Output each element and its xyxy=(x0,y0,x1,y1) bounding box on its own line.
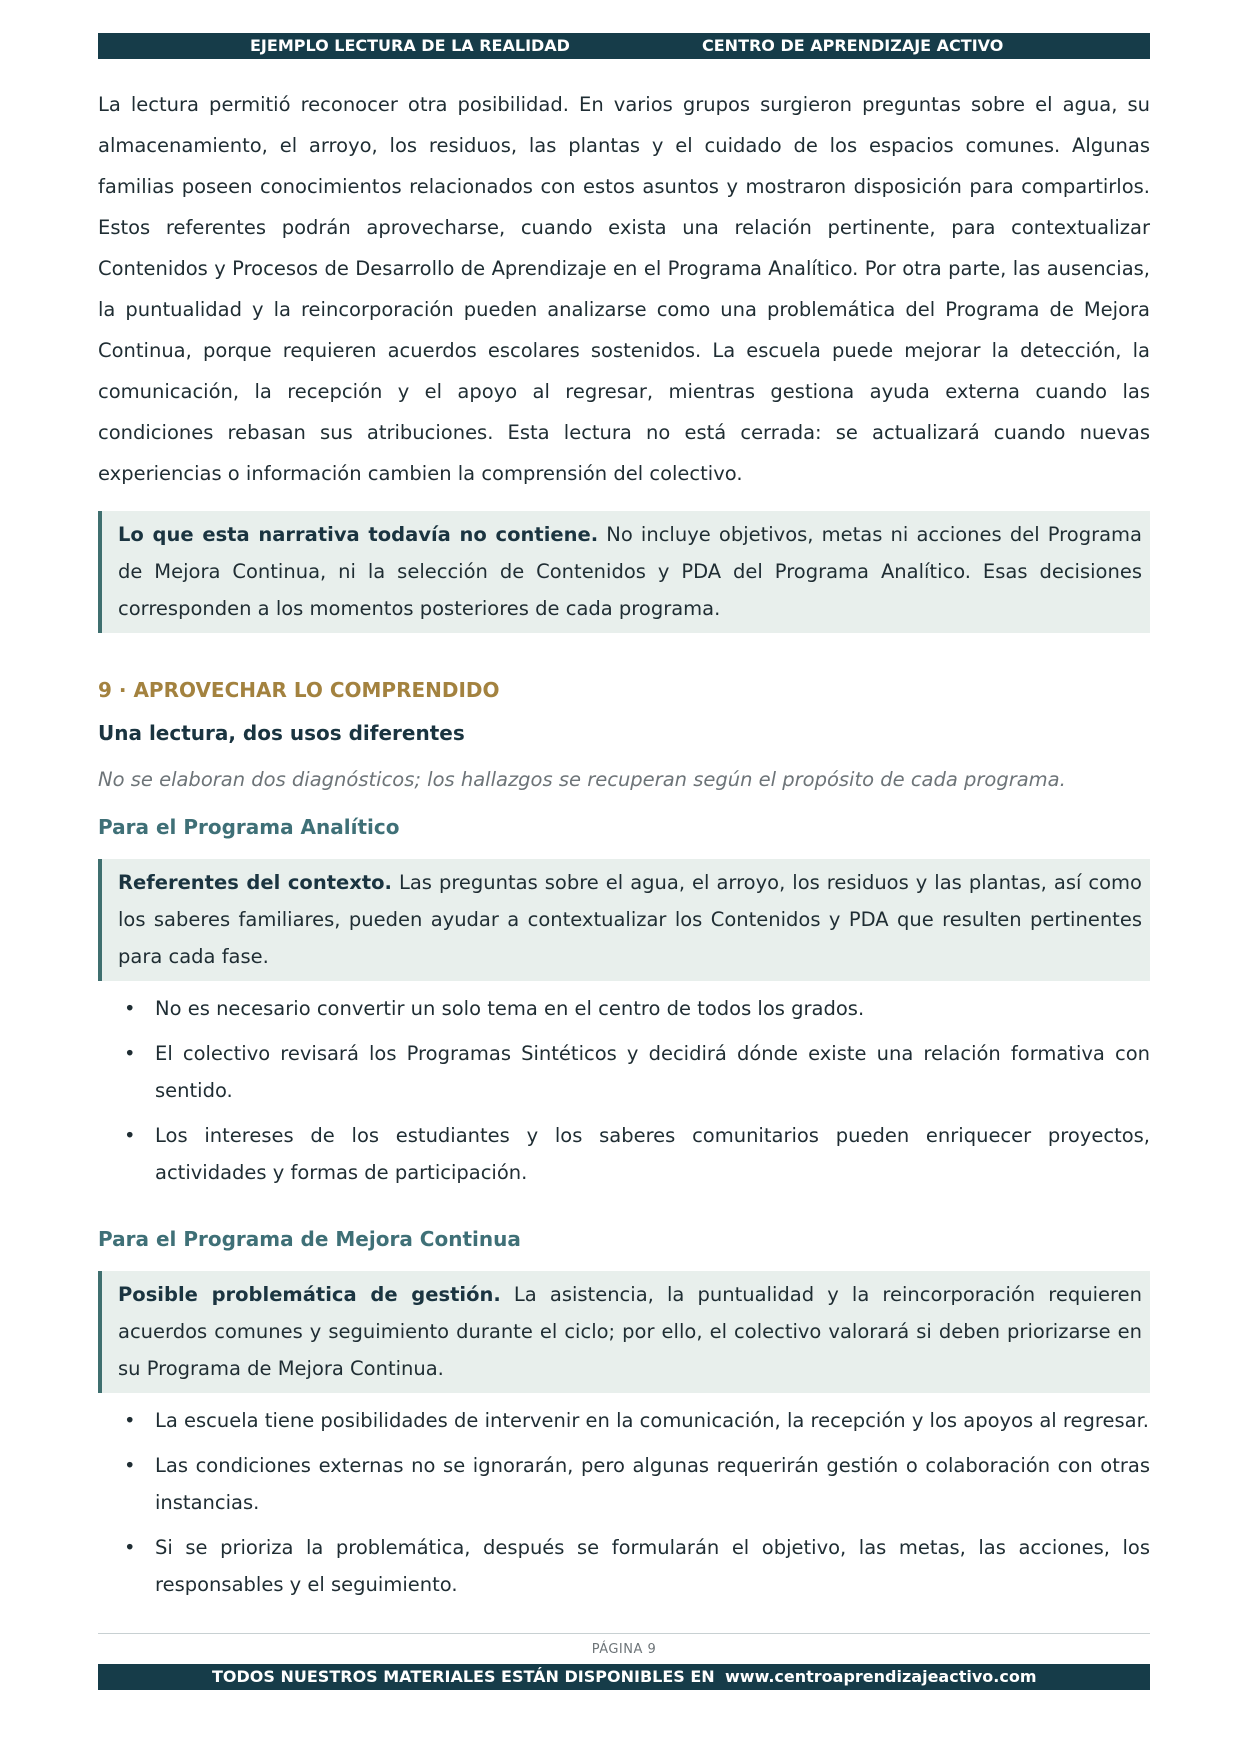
list-item-text: El colectivo revisará los Programas Sintéticos y decidirá dónde existe una relación formativa con sentido. xyxy=(155,1042,1150,1102)
page-footer xyxy=(98,1664,1150,1690)
header-document-title: EJEMPLO LECTURA DE LA REALIDAD xyxy=(250,36,570,55)
callout-context-references xyxy=(98,859,1150,981)
callout-narrative-limits xyxy=(98,511,1150,633)
list-item-text: Las condiciones externas no se ignorarán, pero algunas requerirán gestión o colaboración con otras instancias. xyxy=(155,1454,1150,1514)
page-header xyxy=(98,33,1150,59)
footer-availability-text: TODOS NUESTROS MATERIALES ESTÁN DISPONIBLES EN xyxy=(212,1667,715,1686)
header-organization: CENTRO DE APRENDIZAJE ACTIVO xyxy=(702,36,1004,55)
section-title: 9 · APROVECHAR LO COMPRENDIDO xyxy=(98,678,500,702)
page-content xyxy=(98,84,1150,1611)
analitico-bullet-list xyxy=(98,990,1150,1191)
bullet-icon: • xyxy=(124,1536,136,1559)
callout-body: La asistencia, la puntualidad y la reincorporación requieren acuerdos comunes y seguimiento durante el ciclo; por ello, el colectivo valorará si deben priorizarse en su Programa de Mejora Continua. xyxy=(118,1283,1142,1380)
list-item xyxy=(98,1035,1150,1109)
list-item xyxy=(98,1529,1150,1603)
bullet-icon: • xyxy=(124,1124,136,1147)
list-item-text: Los intereses de los estudiantes y los saberes comunitarios pueden enriquecer proyectos, actividades y formas de participación. xyxy=(155,1124,1150,1184)
heading-programa-analitico: Para el Programa Analítico xyxy=(98,815,400,839)
bullet-icon: • xyxy=(124,1454,136,1477)
callout-body: Las preguntas sobre el agua, el arroyo, los residuos y las plantas, así como los saberes familiares, pueden ayudar a contextualizar los Contenidos y PDA que resulten pertinentes para cada fase. xyxy=(118,871,1142,968)
callout-management-problem-text xyxy=(118,1276,1142,1387)
bullet-icon: • xyxy=(124,1409,136,1432)
list-item xyxy=(98,1117,1150,1191)
footer-divider xyxy=(98,1633,1150,1634)
list-item-text: La escuela tiene posibilidades de intervenir en la comunicación, la recepción y los apoyos al regresar. xyxy=(155,1409,1149,1432)
callout-body: No incluye objetivos, metas ni acciones del Programa de Mejora Continua, ni la selección de Contenidos y PDA del Programa Analítico. Esas decisiones corresponden a los momentos posteriores de cada programa. xyxy=(118,523,1142,620)
section-subtitle: Una lectura, dos usos diferentes xyxy=(98,721,465,745)
page-number: PÁGINA 9 xyxy=(591,1642,657,1657)
heading-programa-mejora-continua: Para el Programa de Mejora Continua xyxy=(98,1227,521,1251)
list-item-text: Si se prioriza la problemática, después se formularán el objetivo, las metas, las acciones, los responsables y el seguimiento. xyxy=(155,1536,1150,1596)
footer-website-link[interactable]: www.centroaprendizajeactivo.com xyxy=(725,1667,1037,1686)
bullet-icon: • xyxy=(124,997,136,1020)
intro-paragraph: La lectura permitió reconocer otra posibilidad. En varios grupos surgieron preguntas sobre el agua, su almacenamiento, el arroyo, los residuos, las plantas y el cuidado de los espacios comunes. Algunas familias poseen conocimientos relacionados con estos asuntos y mostraron disposición para compartirlos. Estos referentes podrán aprovecharse, cuando exista una relación pertinente, para contextualizar Contenidos y Procesos de Desarrollo de Aprendizaje en el Programa Analítico. Por otra parte, las ausencias, la puntualidad y la reincorporación pueden analizarse como una problemática del Programa de Mejora Continua, porque requieren acuerdos escolares sostenidos. La escuela puede mejorar la detección, la comunicación, la recepción y el apoyo al regresar, mientras gestiona ayuda externa cuando las condiciones rebasan sus atribuciones. Esta lectura no está cerrada: se actualizará cuando nuevas experiencias o información cambien la comprensión del colectivo. xyxy=(98,93,1150,485)
list-item xyxy=(98,1447,1150,1521)
list-item xyxy=(98,1402,1150,1439)
list-item-text: No es necesario convertir un solo tema en el centro de todos los grados. xyxy=(155,997,865,1020)
mejora-bullet-list xyxy=(98,1402,1150,1603)
list-item xyxy=(98,990,1150,1027)
callout-management-problem xyxy=(98,1271,1150,1393)
callout-lead: Lo que esta narrativa todavía no contiene. xyxy=(118,523,599,546)
section-note: No se elaboran dos diagnósticos; los hallazgos se recuperan según el propósito de cada programa. xyxy=(98,768,1066,791)
callout-lead: Referentes del contexto. xyxy=(118,871,392,894)
bullet-icon: • xyxy=(124,1042,136,1065)
callout-narrative-limits-text xyxy=(118,516,1142,627)
callout-lead: Posible problemática de gestión. xyxy=(118,1283,501,1306)
callout-context-references-text xyxy=(118,864,1142,975)
